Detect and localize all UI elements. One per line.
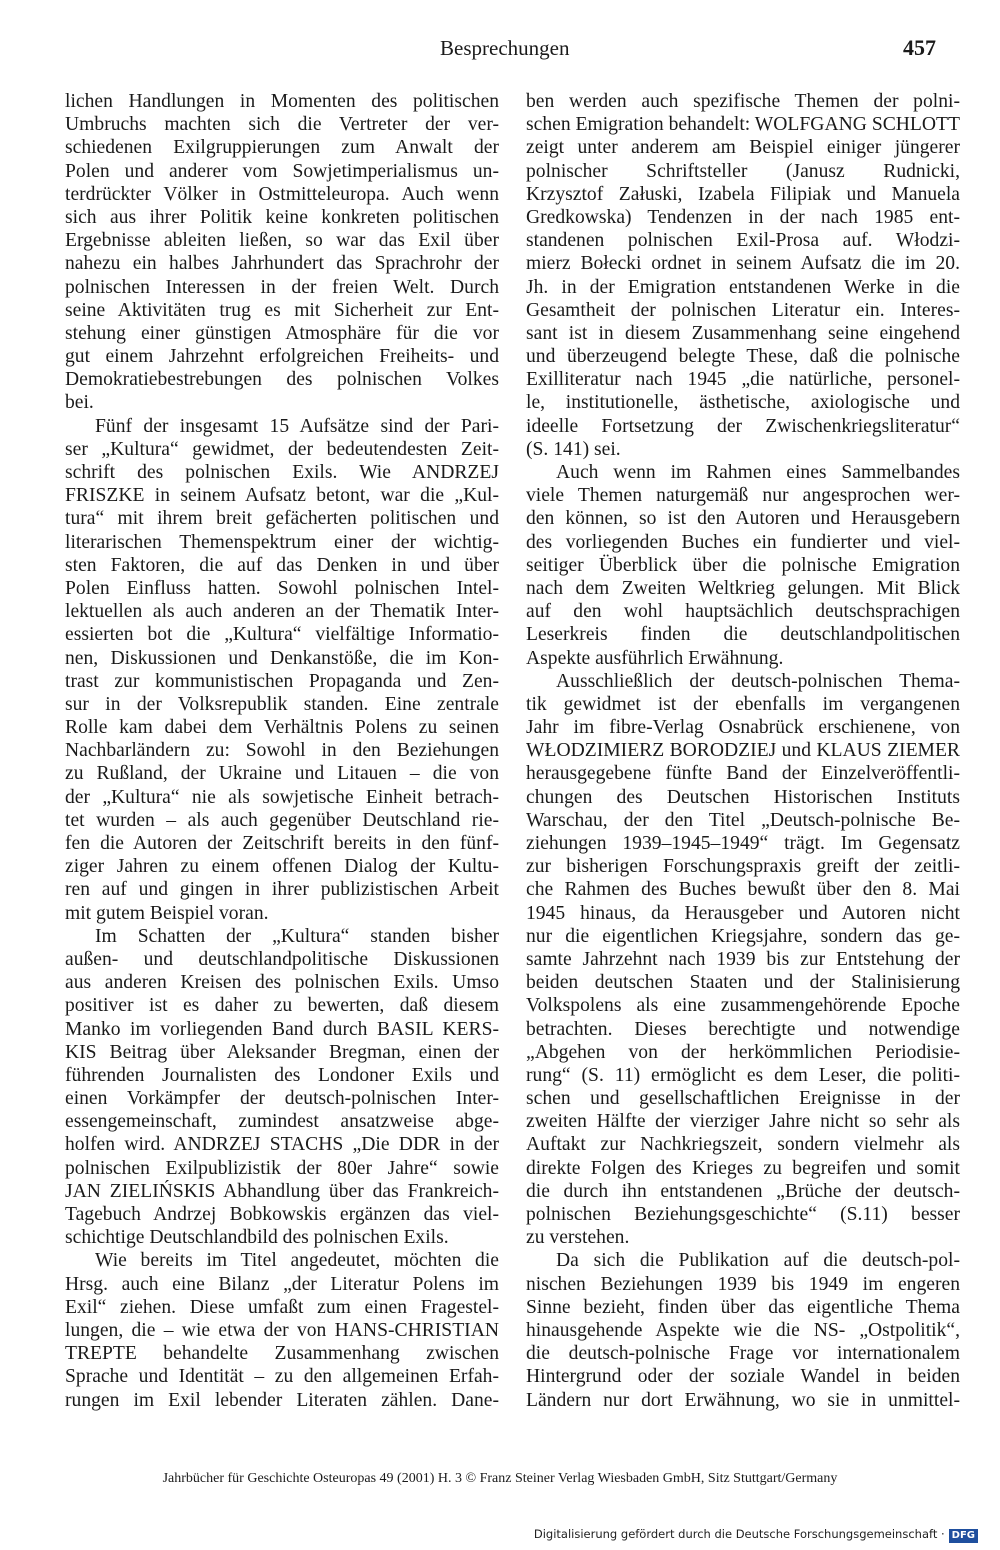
text-line: Exil“ ziehen. Diese umfaßt zum einen Fragestel- — [65, 1296, 499, 1318]
text-line: chungen des Deutschen Historischen Instituts — [526, 786, 960, 808]
text-line: lichen Handlungen in Momenten des politischen — [65, 91, 499, 112]
text-line: ziger Jahren zu einem offenen Dialog der Kultu- — [65, 856, 499, 878]
right-column — [526, 90, 960, 1412]
text-line: stehung einer günstigen Atmosphäre für die vor — [65, 322, 499, 344]
text-line: FRISZKE in seinem Aufsatz betont, war die „Kul- — [65, 485, 499, 507]
text-line: lungen, die – wie etwa der von HANS-CHRISTIAN — [65, 1319, 499, 1341]
text-line: zu Rußland, der Ukraine und Litauen – die von — [65, 763, 499, 785]
text-line: Gredkowska) Tendenzen in der nach 1985 ent- — [526, 206, 960, 228]
text-line: Aspekte ausführlich Erwähnung. — [526, 647, 784, 669]
text-line: Wie bereits im Titel angedeutet, möchten die — [95, 1250, 499, 1272]
text-line: gut einem Jahrzehnt erfolgreichen Freiheits- und — [65, 346, 499, 368]
text-line: holfen wird. ANDRZEJ STACHS „Die DDR in der — [65, 1134, 499, 1156]
text-line: schiedenen Exilgruppierungen zum Anwalt der — [65, 137, 499, 159]
text-line: „Abgehen von der herkömmlichen Periodisie- — [526, 1041, 960, 1063]
text-line: Gesamtheit der polnischen Literatur ein. Interes- — [526, 299, 960, 321]
text-line: schrift des polnischen Exils. Wie ANDRZEJ — [65, 462, 499, 483]
text-line: ser „Kultura“ gewidmet, der bedeutendesten Zeit- — [65, 438, 499, 460]
text-line: Sinne bezieht, finden über das eigentliche Thema — [526, 1296, 960, 1318]
text-line: zur bisherigen Forschungspraxis greift der zeitli- — [526, 856, 960, 878]
text-line: Manko im vorliegenden Band durch BASIL KERS- — [65, 1018, 499, 1040]
text-line: Fünf der insgesamt 15 Aufsätze sind der Pari- — [95, 415, 499, 437]
text-line: Umbruchs machten sich die Vertreter der ver- — [65, 114, 499, 136]
text-line: tura“ mit ihrem breit gefächerten politischen und — [65, 508, 499, 530]
text-line: betrachten. Dieses berechtigte und notwendige — [526, 1018, 960, 1040]
text-line: WŁODZIMIERZ BORODZIEJ und KLAUS ZIEMER — [526, 740, 960, 762]
text-line: Demokratiebestrebungen des polnischen Volkes — [65, 369, 499, 391]
text-line: sich aus ihrer Politik keine konkreten politischen — [65, 206, 499, 228]
text-line: polnischen Exilpublizistik der 80er Jahre“ sowie — [65, 1157, 499, 1179]
text-line: mierz Bołecki ordnet in seinem Aufsatz die im 20. — [526, 253, 960, 275]
text-line: Rolle kam dabei dem Verhältnis Polens zu seinen — [65, 717, 499, 739]
text-line: viele Themen naturgemäß nur angesprochen wer- — [526, 485, 960, 507]
left-column — [65, 90, 499, 1412]
text-line: Jahr im fibre-Verlag Osnabrück erschienene, von — [526, 717, 960, 739]
text-line: sten Faktoren, die auf das Denken in und über — [65, 554, 499, 576]
text-line: Tagebuch Andrzej Bobkowskis ergänzen das viel- — [65, 1204, 499, 1225]
running-header: Besprechungen — [440, 36, 570, 60]
text-line: herausgegebene fünfte Band der Einzelveröffentli- — [526, 763, 960, 785]
text-line: sant ist in diesem Zusammenhang seine eingehend — [526, 322, 960, 344]
page-number: 457 — [903, 35, 936, 60]
text-line: lektuellen als auch anderen an der Thematik Inter- — [65, 601, 499, 623]
text-line: polnischen Beziehungsgeschichte“ (S.11) besser — [526, 1204, 960, 1225]
text-line: che Rahmen des Buches bewußt über den 8. Mai — [526, 879, 960, 901]
text-line: positiver ist es daher zu bewerten, daß diesem — [65, 995, 499, 1017]
text-line: aus anderen Kreisen des polnischen Exils. Umso — [65, 972, 499, 994]
text-line: ren auf und gingen in ihrer publizistischen Arbeit — [65, 879, 499, 901]
text-line: zu verstehen. — [526, 1227, 630, 1249]
text-line: der „Kultura“ nie als sowjetische Einheit betrach- — [65, 786, 499, 808]
text-line: Warschau, der den Titel „Deutsch-polnische Be- — [526, 809, 960, 831]
text-line: ideelle Fortsetzung der Zwischenkriegsliteratur“ — [526, 415, 960, 437]
text-line: rung“ (S. 11) ermöglicht es dem Leser, die politi- — [526, 1064, 960, 1086]
text-line: polnischer Schriftsteller (Janusz Rudnicki, — [526, 160, 960, 182]
text-line: schichtige Deutschlandbild des polnischen Exils. — [65, 1227, 449, 1249]
text-line: Polen und anderer vom Sowjetimperialismus un- — [65, 160, 499, 182]
text-line: essierten bot die „Kultura“ vielfältige Informatio- — [65, 624, 499, 646]
text-line: Hintergrund oder der soziale Wandel in beiden — [526, 1366, 960, 1388]
text-line: literarischen Themenspektrum einer der wichtig- — [65, 531, 499, 553]
funding-text: Digitalisierung gefördert durch die Deutsche Forschungsgemeinschaft · — [533, 1527, 945, 1541]
text-line: TREPTE behandelte Zusammenhang zwischen — [65, 1343, 499, 1365]
text-line: bei. — [65, 392, 94, 414]
text-line: Ergebnisse ableiten ließen, so war das Exil über — [65, 230, 499, 252]
text-line: und überzeugend belegte These, daß die polnische — [526, 346, 960, 368]
text-line: Auftakt zur Nachkriegszeit, sondern vielmehr als — [526, 1134, 960, 1156]
text-line: tet wurden – als auch gegenüber Deutschland rie- — [65, 809, 499, 831]
text-line: fen die Autoren der Zeitschrift bereits in den fünf- — [65, 833, 499, 854]
text-line: beiden deutschen Staaten und der Stalinisierung — [526, 972, 960, 994]
text-line: führenden Journalisten des Londoner Exils und — [65, 1064, 499, 1086]
text-line: nur die eigentlichen Kriegsjahre, sondern das ge- — [526, 925, 960, 947]
text-line: Ausschließlich der deutsch-polnischen Thema- — [556, 670, 960, 692]
text-line: außen- und deutschlandpolitische Diskussionen — [65, 948, 499, 970]
text-line: mit gutem Beispiel voran. — [65, 902, 269, 924]
text-line: schen Emigration behandelt: WOLFGANG SCHLOTT — [526, 114, 960, 136]
text-line: Sprache und Identität – zu den allgemeinen Erfah- — [65, 1366, 499, 1388]
text-line: schen und gesellschaftlichen Ereignisse in der — [526, 1088, 960, 1110]
text-line: terdrückter Völker in Ostmitteleuropa. Auch wenn — [65, 183, 499, 205]
text-line: (S. 141) sei. — [526, 438, 621, 460]
text-line: Ländern nur dort Erwähnung, wo sie in unmittel- — [526, 1389, 960, 1411]
text-line: zweiten Hälfte der vierziger Jahre nicht so sehr als — [526, 1111, 960, 1133]
text-line: Polen Einfluss hatten. Sowohl polnischen Intel- — [65, 577, 499, 599]
text-line: nischen Beziehungen 1939 bis 1949 im engeren — [526, 1273, 960, 1295]
text-line: zeigt unter anderem am Beispiel einiger jüngerer — [526, 137, 960, 159]
journal-citation: Jahrbücher für Geschichte Osteuropas 49 (2001) H. 3 © Franz Steiner Verlag Wiesbaden GmbH, Sitz Stuttgart/Germany — [162, 1471, 838, 1486]
text-line: sur in der Volksrepublik standen. Eine zentrale — [65, 693, 499, 715]
text-line: seitiger Überblick über die polnische Emigration — [526, 554, 960, 576]
text-line: Da sich die Publikation auf die deutsch-pol- — [556, 1250, 960, 1272]
text-line: Im Schatten der „Kultura“ standen bisher — [95, 925, 499, 947]
text-line: polnischen Interessen in der freien Welt. Durch — [65, 276, 499, 298]
text-line: rungen im Exil lebender Literaten zählen. Dane- — [65, 1389, 499, 1411]
text-line: nen, Diskussionen und Denkanstöße, die im Kon- — [65, 647, 499, 669]
text-line: direkte Folgen des Krieges zu begreifen und somit — [526, 1157, 960, 1179]
text-line: ben werden auch spezifische Themen der polni- — [526, 91, 960, 112]
text-line: des vorliegenden Buches ein fundierter und viel- — [526, 531, 960, 553]
funding-note — [534, 1527, 978, 1543]
text-line: Krzysztof Załuski, Izabela Filipiak und Manuela — [526, 183, 960, 205]
text-line: Leserkreis finden die deutschlandpolitischen — [526, 624, 960, 646]
text-line: den können, so ist den Autoren und Herausgebern — [526, 508, 960, 530]
text-line: die durch ihn entstandenen „Brüche der deutsch- — [526, 1180, 960, 1202]
text-line: Jh. in der Emigration entstandenen Werke in die — [526, 276, 960, 298]
dfg-logo: DFG — [949, 1529, 978, 1543]
text-line: samte Jahrzehnt nach 1939 bis zur Entstehung der — [526, 948, 960, 970]
text-line: Exilliteratur nach 1945 „die natürliche, personel- — [526, 369, 960, 391]
text-line: tik gewidmet ist der ebenfalls im vergangenen — [526, 693, 960, 715]
text-line: Auch wenn im Rahmen eines Sammelbandes — [556, 462, 960, 483]
text-line: Nachbarländern zu: Sowohl in den Beziehungen — [65, 740, 499, 762]
text-line: 1945 hinaus, da Herausgeber und Autoren nicht — [526, 902, 960, 924]
text-line: auf den wohl hauptsächlich deutschsprachigen — [526, 601, 960, 623]
text-line: nach dem Zweiten Weltkrieg gelungen. Mit Blick — [526, 577, 960, 599]
text-line: standenen polnischen Exil-Prosa auf. Włodzi- — [526, 230, 960, 252]
text-line: hinausgehende Aspekte wie die NS- „Ostpolitik“, — [526, 1319, 960, 1341]
text-line: nahezu ein halbes Jahrhundert das Sprachrohr der — [65, 253, 499, 275]
text-line: einen Vorkämpfer der deutsch-polnischen Inter- — [65, 1088, 499, 1110]
text-line: JAN ZIELIŃSKIS Abhandlung über das Frankreich- — [65, 1180, 499, 1202]
text-line: Volkspolens als eine zusammengehörende Epoche — [526, 995, 960, 1017]
text-line: essengemeinschaft, zumindest ansatzweise abge- — [65, 1111, 499, 1133]
text-line: trast zur kommunistischen Propaganda und Zen- — [65, 670, 499, 692]
text-line: die deutsch-polnische Frage vor internationalem — [526, 1343, 960, 1365]
text-line: KIS Beitrag über Aleksander Bregman, einen der — [65, 1041, 499, 1063]
text-line: Hrsg. auch eine Bilanz „der Literatur Polens im — [65, 1273, 499, 1295]
text-line: le, institutionelle, ästhetische, axiologische und — [526, 392, 960, 414]
text-line: seine Aktivitäten trug es mit Sicherheit zur Ent- — [65, 299, 499, 321]
text-line: ziehungen 1939–1945–1949“ trägt. Im Gegensatz — [526, 833, 960, 854]
